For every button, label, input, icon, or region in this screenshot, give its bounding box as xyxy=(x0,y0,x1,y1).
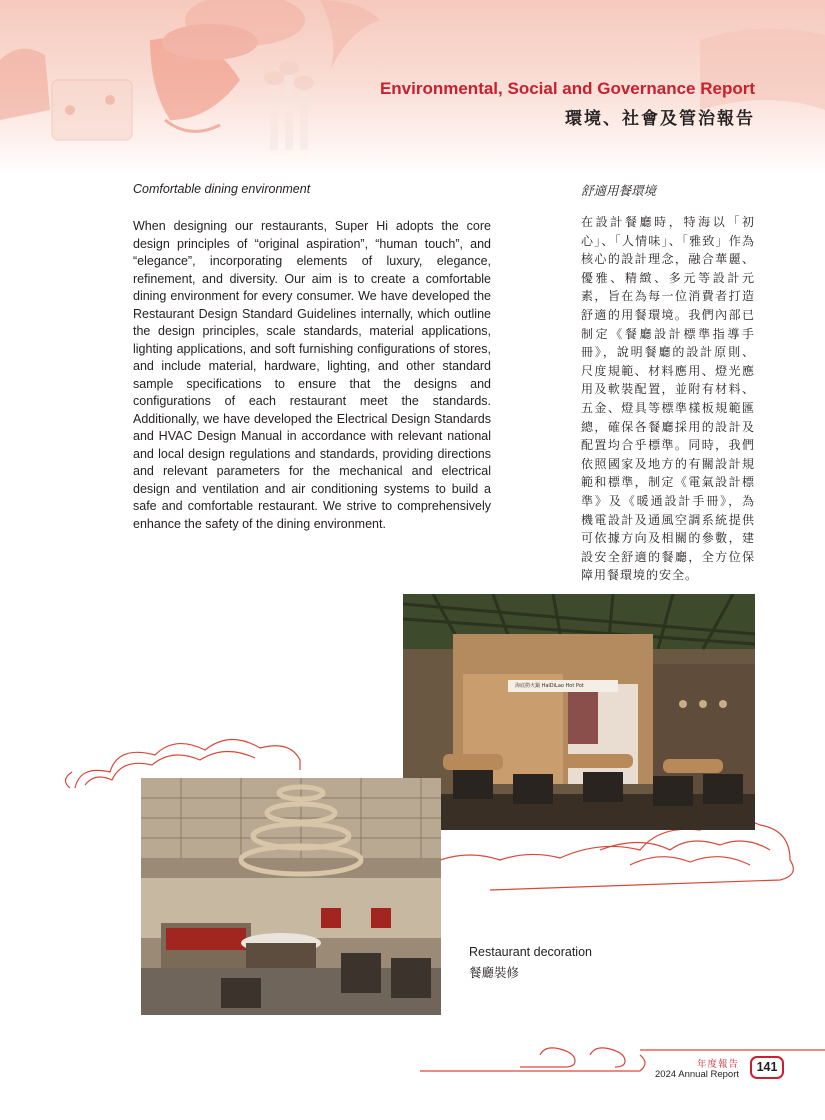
section-subheading-en: Comfortable dining environment xyxy=(133,182,311,196)
footer-label-zh: 年度報告 xyxy=(696,1059,739,1070)
footer-label-en: 2024 Annual Report xyxy=(655,1069,739,1080)
page-number-badge: 141 xyxy=(750,1056,784,1079)
report-title-zh: 環境、社會及管治報告 xyxy=(565,109,755,129)
storefront-sign-text: 海底撈火鍋 HaiDiLao Hot Pot xyxy=(515,683,584,689)
body-text-zh: 在設計餐廳時，特海以「初心」、「人情味」、「雅致」作為核心的設計理念，融合華麗、優雅、精緻、多元等設計元素，旨在為每一位消費者打造舒適的用餐環境。我們內部已制定《餐廳設計標準指導手冊》，說明餐廳的設計原則、尺度規範、材料應用、燈光應用及軟裝配置，並附有材料、五金、燈具等標準樣板規範匯總，確保各餐廳採用的設計及配置均合乎標準。同時，我們依照國家及地方的有關設計規範和標準，制定《電氣設計標準》及《暖通設計手冊》，為機電設計及通風空調系統提供可依據方向及相關的參數，建設安全舒適的餐廳，全方位保障用餐環境的安全。 xyxy=(581,215,755,583)
restaurant-photo-storefront xyxy=(403,594,755,830)
photo-caption-zh: 餐廳裝修 xyxy=(469,965,520,980)
photo-caption-en: Restaurant decoration xyxy=(469,945,592,959)
restaurant-photo-dining-hall xyxy=(141,778,441,1015)
section-subheading-zh: 舒適用餐環境 xyxy=(581,183,657,198)
body-text-en: When designing our restaurants, Super Hi adopts the core design principles of “original aspiration”, “human touch”, and “elegance”, incorporating elements of luxury, elegance, refinement, and diversity. Our aim is to create a comfortable dining environment for every consumer. We have developed the Restaurant Design Standard Guidelines internally, which outline the design principles, scale standards, material applications, lighting applications, and soft furnishing configurations of stores, and include material, hardware, lighting, and other standard sample specifications to ensure that the designs and configurations of each restaurant meet the standards. Additionally, we have developed the Electrical Design Standards and HVAC Design Manual in accordance with relevant national and local design regulations and standards, providing directions and relevant parameters for the mechanical and electrical design and ventilation and air conditioning systems to build a safe and comfortable restaurant. We strive to comprehensively enhance the safety of the dining environment. xyxy=(133,219,491,531)
report-title-en: Environmental, Social and Governance Report xyxy=(379,79,755,98)
